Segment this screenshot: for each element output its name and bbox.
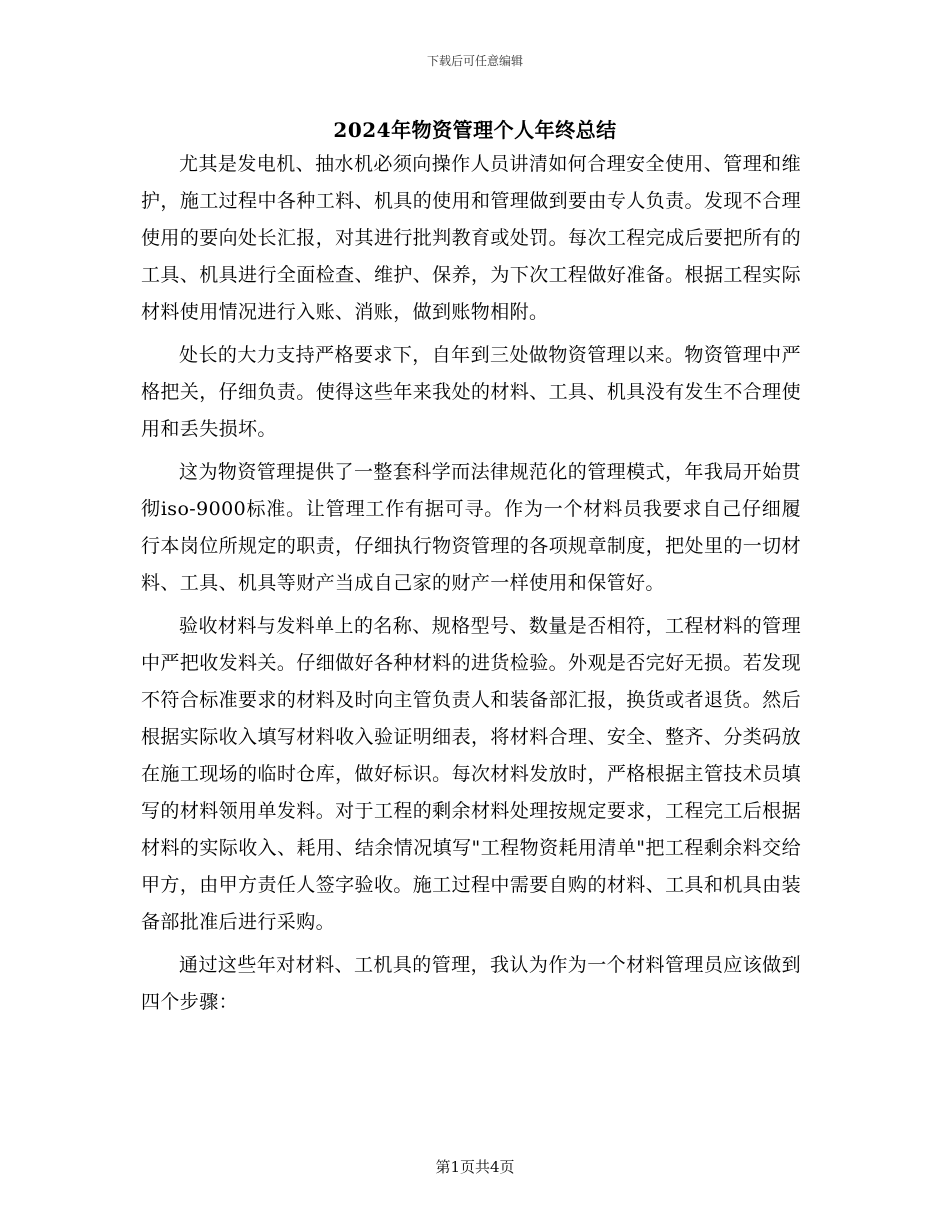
paragraph: 通过这些年对材料、工机具的管理，我认为作为一个材料管理员应该做到四个步骤： (141, 954, 801, 1013)
document-body (141, 146, 801, 1027)
paragraph: 尤其是发电机、抽水机必须向操作人员讲清如何合理安全使用、管理和维护，施工过程中各种工料、机具的使用和管理做到要由专人负责。发现不合理使用的要向处长汇报，对其进行批判教育或处罚。每次工程完成后要把所有的工具、机具进行全面检查、维护、保养，为下次工程做好准备。根据工程实际材料使用情况进行入账、消账，做到账物相附。 (141, 153, 801, 323)
header-note: 下载后可任意编辑 (426, 54, 523, 68)
document-title: 2024年物资管理个人年终总结 (333, 118, 617, 142)
paragraph: 验收材料与发料单上的名称、规格型号、数量是否相符，工程材料的管理中严把收发料关。仔细做好各种材料的进货检验。外观是否完好无损。若发现不符合标准要求的材料及时向主管负责人和装备部汇报，换货或者退货。然后根据实际收入填写材料收入验证明细表，将材料合理、安全、整齐、分类码放在施工现场的临时仓库，做好标识。每次材料发放时，严格根据主管技术员填写的材料领用单发料。对于工程的剩余材料处理按规定要求，工程完工后根据材料的实际收入、耗用、结余情况填写"工程物资耗用清单"把工程剩余料交给甲方，由甲方责任人签字验收。施工过程中需要自购的材料、工具和机具由装备部批准后进行采购。 (141, 615, 801, 933)
paragraph: 这为物资管理提供了一整套科学而法律规范化的管理模式，年我局开始贯彻iso-9000标准。让管理工作有据可寻。作为一个材料员我要求自己仔细履行本岗位所规定的职责，仔细执行物资管理的各项规章制度，把处里的一切材料、工具、机具等财产当成自己家的财产一样使用和保管好。 (141, 461, 801, 594)
paragraph: 处长的大力支持严格要求下，自年到三处做物资管理以来。物资管理中严格把关，仔细负责。使得这些年来我处的材料、工具、机具没有发生不合理使用和丢失损坏。 (141, 344, 801, 440)
page-number: 第1页共4页 (435, 1158, 515, 1176)
